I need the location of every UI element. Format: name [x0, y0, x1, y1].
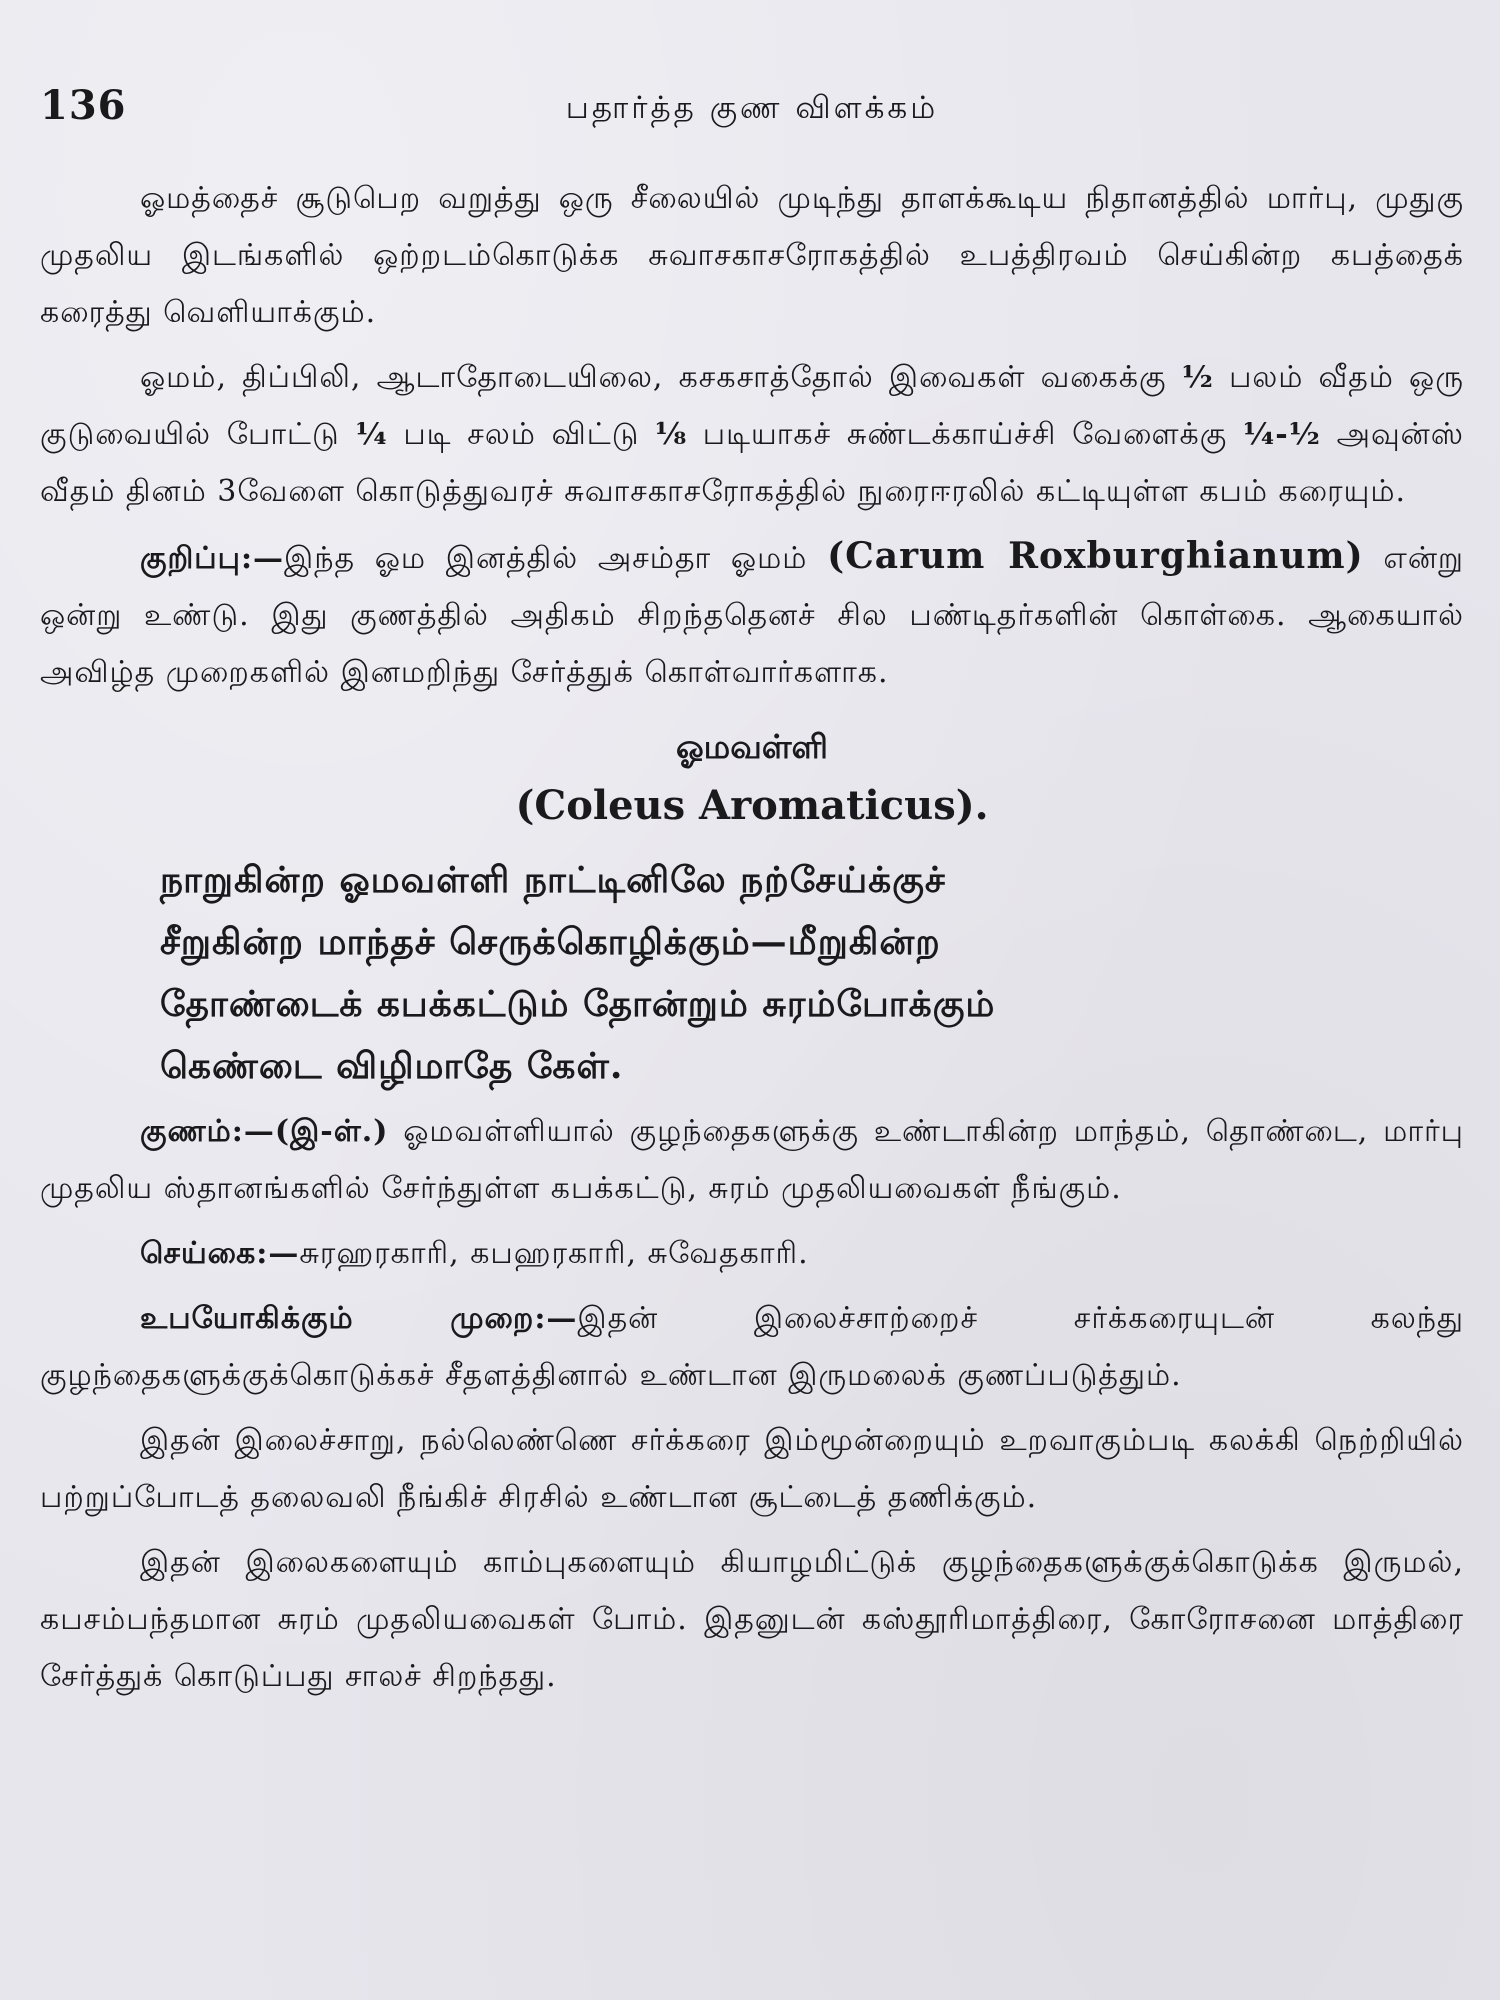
gunam-label: குணம்:—(இ-ள்.) — [140, 1114, 389, 1149]
paragraph-omam-fomentation: ஓமத்தைச் சூடுபெற வறுத்து ஒரு சீலையில் முடிந்து தாளக்கூடிய நிதானத்தில் மார்பு, முதுகு முதலிய இடங்களில் ஒற்றடம்கொடுக்க சுவாசகாசரோகத்தில் உபத்திரவம் செய்கின்ற கபத்தைக் கரைத்து வெளியாக்கும். — [40, 181, 1464, 330]
verse-line: நாறுகின்ற ஓமவள்ளி நாட்டினிலே நற்சேய்க்குச் — [160, 859, 946, 901]
verse-line: சீறுகின்ற மாந்தச் செருக்கொழிக்கும்—மீறுகின்ற — [160, 921, 941, 963]
text-run: என்று ஒன்று உண்டு. இது குணத்தில் அதிகம் சிறந்ததெனச் சில பண்டிதர்களின் கொள்கை. ஆகையால் அவிழ்த முறைகளில் இனமறிந்து சேர்த்துக் கொள்வார்களாக. — [40, 541, 1464, 690]
paragraph-omam-decoction — [40, 349, 1464, 520]
note-label: குறிப்பு:— — [140, 541, 285, 576]
text-run: படியாகச் சுண்டக்காய்ச்சி வேளைக்கு — [687, 417, 1243, 452]
section-latin-subtitle: (Coleus Aromaticus). — [515, 782, 989, 829]
paragraph-note — [40, 528, 1464, 701]
running-header — [40, 82, 1464, 142]
page-number: 136 — [40, 82, 127, 129]
text-run: ஓமவள்ளியால் குழந்தைகளுக்கு உண்டாகின்ற மாந்தம், தொண்டை, மார்பு முதலிய ஸ்தானங்களில் சேர்ந்துள்ள கபக்கட்டு, சுரம் முதலியவைகள் நீங்கும். — [40, 1114, 1464, 1206]
book-title: பதார்த்த குண விளக்கம் — [565, 90, 939, 126]
text-run: ஓமம், திப்பிலி, ஆடாதோடையிலை, கசகசாத்தோல் இவைகள் வகைக்கு — [140, 360, 1182, 395]
fraction: ¼ — [355, 417, 388, 452]
paragraph-seykai — [40, 1225, 1464, 1282]
text-run: பலம் வீதம் ஒரு குடுவையில் போட்டு — [40, 360, 1464, 452]
paragraph-gunam — [40, 1103, 1464, 1217]
usage-label: உபயோகிக்கும் முறை:— — [140, 1301, 578, 1336]
paragraph-leaf-juice: இதன் இலைச்சாறு, நல்லெண்ணெ சர்க்கரை இம்மூன்றையும் உறவாகும்படி கலக்கி நெற்றியில் பற்றுப்போடத் தலைவலி நீங்கிச் சிரசில் உண்டான சூட்டைத் தணிக்கும். — [40, 1423, 1464, 1515]
text-run: இதன் இலைச்சாற்றைச் சர்க்கரையுடன் கலந்து குழந்தைகளுக்குக்கொடுக்கச் சீதளத்தினால் உண்டான இருமலைக் குணப்படுத்தும். — [40, 1301, 1464, 1393]
latin-name: (Carum Roxburghianum) — [827, 535, 1364, 577]
text-run: அவுன்ஸ் வீதம் தினம் 3வேளை கொடுத்துவரச் சுவாசகாசரோகத்தில் நுரைஈரலில் கட்டியுள்ள கபம் கரையும். — [40, 417, 1464, 509]
paragraph-usage — [40, 1290, 1464, 1404]
verse-block — [160, 849, 1464, 1097]
section-title: ஓமவள்ளி — [675, 727, 829, 766]
verse-line: கெண்டை விழிமாதே கேள். — [160, 1045, 624, 1087]
verse-line: தோண்டைக் கபக்கட்டும் தோன்றும் சுரம்போக்கும் — [160, 983, 996, 1025]
text-run: இந்த ஓம இனத்தில் அசம்தா ஓமம் — [284, 541, 828, 576]
paragraph-leaf-decoction: இதன் இலைகளையும் காம்புகளையும் கியாழமிட்டுக் குழந்தைகளுக்குக்கொடுக்க இருமல், கபசம்பந்தமான சுரம் முதலியவைகள் போம். இதனுடன் கஸ்தூரிமாத்திரை, கோரோசனை மாத்திரை சேர்த்துக் கொடுப்பது சாலச் சிறந்தது. — [40, 1545, 1464, 1694]
seykai-label: செய்கை:— — [140, 1236, 300, 1271]
fraction: ½ — [1181, 360, 1214, 395]
fraction: ⅛ — [655, 417, 688, 452]
text-run: சுரஹரகாரி, கபஹரகாரி, சுவேதகாரி. — [299, 1236, 809, 1271]
text-run: படி சலம் விட்டு — [387, 417, 656, 452]
fraction: ¼-½ — [1242, 417, 1321, 452]
